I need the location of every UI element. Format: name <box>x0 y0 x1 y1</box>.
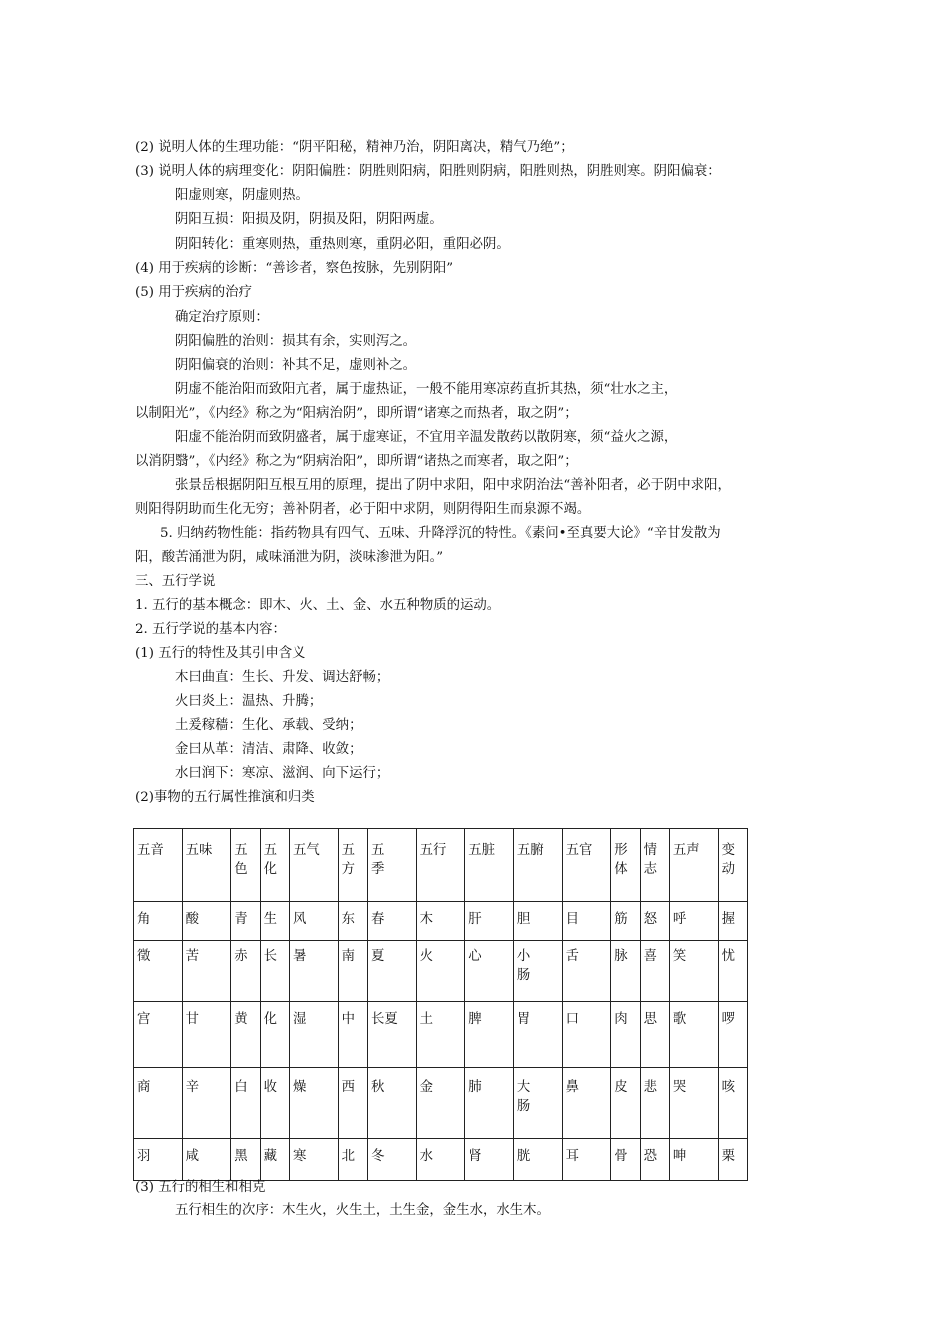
cell-text: 口 <box>565 1012 579 1027</box>
table-cell <box>134 1068 183 1139</box>
cell-text: 胃 <box>516 1012 531 1027</box>
cell-text: 季 <box>371 862 385 877</box>
table-cell <box>231 1139 260 1181</box>
text-line: 火曰炎上：温热、升腾； <box>175 694 323 709</box>
cell-text: 暑 <box>293 949 307 964</box>
cell-text: 长夏 <box>371 1012 398 1027</box>
cell-text: 心 <box>468 949 482 964</box>
cell-text: 土 <box>419 1012 434 1027</box>
cell-text: 金 <box>419 1080 434 1095</box>
cell-text: 怒 <box>643 912 657 927</box>
table-cell <box>231 1068 260 1139</box>
cell-text: 五声 <box>672 843 700 858</box>
cell-text: 骨 <box>614 1149 628 1164</box>
table-cell <box>260 941 289 1002</box>
table-cell <box>338 941 367 1002</box>
cell-text: 肉 <box>614 1012 628 1027</box>
cell-text: 化 <box>263 862 278 877</box>
cell-text: 风 <box>293 912 307 927</box>
cell-text: 大 <box>516 1080 531 1095</box>
cell-text: 志 <box>643 862 657 877</box>
cell-text: 南 <box>341 949 356 964</box>
table-cell <box>260 902 289 941</box>
table-row <box>134 1002 748 1068</box>
cell-text: 五气 <box>293 843 320 858</box>
table-header-cell <box>338 829 367 902</box>
cell-text: 五行 <box>419 843 447 858</box>
text-line: 阳虚则寒，阴虚则热。 <box>175 188 309 203</box>
cell-text: 握 <box>721 912 735 927</box>
cell-text: 五 <box>263 843 278 858</box>
table-cell <box>134 1139 183 1181</box>
table-cell <box>611 1139 640 1181</box>
cell-text: 笑 <box>672 949 687 964</box>
text-line: (3) 五行的相生和相克 <box>135 1180 266 1195</box>
text-line: (4) 用于疾病的诊断：“善诊者，察色按脉，先别阴阳” <box>135 261 454 276</box>
table-cell <box>513 1139 562 1181</box>
table-cell <box>290 941 339 1002</box>
table-row <box>134 941 748 1002</box>
cell-text: 思 <box>643 1012 657 1027</box>
cell-text: 白 <box>234 1080 248 1095</box>
text-line: 阳，酸苦涌泄为阴，咸味涌泄为阴，淡味渗泄为阳。” <box>135 550 444 565</box>
cell-text: 辛 <box>185 1080 200 1095</box>
text-line: 五行相生的次序：木生火，火生土，土生金，金生水，水生木。 <box>175 1203 550 1218</box>
cell-text: 情 <box>643 843 657 858</box>
cell-text: 脉 <box>614 949 628 964</box>
cell-text: 徵 <box>137 949 151 964</box>
table-cell <box>182 1068 231 1139</box>
table-header-cell <box>260 829 289 902</box>
table-cell <box>182 941 231 1002</box>
text-line: 金曰从革：清洁、肃降、收敛； <box>175 742 363 757</box>
text-line: 1. 五行的基本概念：即木、火、土、金、水五种物质的运动。 <box>135 598 501 613</box>
table-header-cell <box>368 829 417 902</box>
table-cell <box>338 1139 367 1181</box>
section-heading: 三、五行学说 <box>135 574 216 589</box>
text-line: (1) 五行的特性及其引申含义 <box>135 646 306 661</box>
table-cell <box>231 1002 260 1068</box>
cell-text: 歌 <box>672 1012 687 1027</box>
cell-text: 变 <box>721 843 735 858</box>
cell-text: 呻 <box>672 1149 687 1164</box>
table-cell <box>669 941 718 1002</box>
cell-text: 五官 <box>565 843 593 858</box>
table-cell <box>465 1002 514 1068</box>
table-cell <box>368 1068 417 1139</box>
table-cell <box>182 1139 231 1181</box>
cell-text: 啰 <box>721 1012 735 1027</box>
table-cell <box>134 1002 183 1068</box>
cell-text: 藏 <box>263 1149 278 1164</box>
table-header-cell <box>182 829 231 902</box>
table-cell <box>368 1139 417 1181</box>
table-cell <box>416 941 465 1002</box>
table-header-cell <box>231 829 260 902</box>
table-cell <box>416 1139 465 1181</box>
table-cell <box>290 1002 339 1068</box>
cell-text: 脾 <box>468 1012 482 1027</box>
cell-text: 胆 <box>516 912 531 927</box>
table-cell <box>640 1139 669 1181</box>
table-row <box>134 902 748 941</box>
text-line: 则阳得阴助而生化无穷；善补阴者，必于阳中求阴，则阴得阳生而泉源不竭。 <box>135 502 591 517</box>
cell-text: 羽 <box>137 1149 151 1164</box>
cell-text: 春 <box>371 912 385 927</box>
cell-text: 青 <box>234 912 248 927</box>
cell-text: 化 <box>263 1012 278 1027</box>
table-cell <box>465 1068 514 1139</box>
table-cell <box>513 1068 562 1139</box>
cell-text: 火 <box>419 949 434 964</box>
cell-text: 五味 <box>185 843 213 858</box>
cell-text: 五 <box>371 843 385 858</box>
table-row <box>134 1068 748 1139</box>
cell-text: 黑 <box>234 1149 248 1164</box>
cell-text: 角 <box>137 912 151 927</box>
cell-text: 悲 <box>643 1080 657 1095</box>
table-cell <box>368 1002 417 1068</box>
table-cell <box>640 902 669 941</box>
cell-text: 宫 <box>137 1012 151 1027</box>
cell-text: 忧 <box>721 949 735 964</box>
text-line: 阴阳转化：重寒则热，重热则寒，重阴必阳，重阳必阴。 <box>175 237 510 252</box>
cell-text: 耳 <box>565 1149 579 1164</box>
table-cell <box>513 1002 562 1068</box>
text-line: 阴虚不能治阳而致阳亢者，属于虚热证，一般不能用寒凉药直折其热，须“壮水之主， <box>175 382 678 397</box>
table-cell <box>669 1139 718 1181</box>
table-cell <box>669 902 718 941</box>
text-line: (3) 说明人体的病理变化：阴阳偏胜：阴胜则阳病，阳胜则阴病，阳胜则热，阴胜则寒。阴阳偏衰： <box>135 164 721 179</box>
cell-text: 体 <box>614 862 628 877</box>
text-line: 阴阳互损：阳损及阴，阴损及阳，阴阳两虚。 <box>175 212 443 227</box>
table-cell <box>338 1002 367 1068</box>
cell-text: 咳 <box>721 1080 735 1095</box>
cell-text: 五 <box>341 843 356 858</box>
cell-text: 喜 <box>643 949 657 964</box>
table-cell <box>562 1139 611 1181</box>
table-cell <box>640 1002 669 1068</box>
table-cell <box>290 902 339 941</box>
table-header-cell <box>465 829 514 902</box>
cell-text: 咸 <box>185 1149 200 1164</box>
table-cell <box>513 902 562 941</box>
text-line: 5. 归纳药物性能：指药物具有四气、五味、升降浮沉的特性。《素问•至真要大论》“辛甘发散为 <box>160 526 721 541</box>
five-elements-table <box>133 828 748 1181</box>
table-cell <box>562 1068 611 1139</box>
text-line: 张景岳根据阴阳互根互用的原理，提出了阴中求阳，阳中求阴治法“善补阳者，必于阴中求阳， <box>175 478 731 493</box>
table-header-cell <box>134 829 183 902</box>
cell-text: 甘 <box>185 1012 200 1027</box>
table-cell <box>718 902 747 941</box>
text-line: 确定治疗原则： <box>175 310 269 325</box>
cell-text: 肠 <box>516 968 531 983</box>
cell-text: 胱 <box>516 1149 531 1164</box>
cell-text: 五腑 <box>516 843 544 858</box>
cell-text: 恐 <box>643 1149 657 1164</box>
cell-text: 肝 <box>468 912 482 927</box>
cell-text: 生 <box>263 912 278 927</box>
table-cell <box>338 1068 367 1139</box>
cell-text: 舌 <box>565 949 579 964</box>
table-cell <box>231 941 260 1002</box>
cell-text: 燥 <box>293 1080 307 1095</box>
table-cell <box>669 1068 718 1139</box>
cell-text: 形 <box>614 843 628 858</box>
cell-text: 长 <box>263 949 278 964</box>
text-line: 阴阳偏胜的治则：损其有余，实则泻之。 <box>175 334 417 349</box>
table-cell <box>465 1139 514 1181</box>
table-cell <box>338 902 367 941</box>
cell-text: 收 <box>263 1080 278 1095</box>
table-cell <box>260 1002 289 1068</box>
cell-text: 动 <box>721 862 735 877</box>
table-cell <box>718 1002 747 1068</box>
cell-text: 五音 <box>137 843 164 858</box>
cell-text: 方 <box>341 862 356 877</box>
cell-text: 商 <box>137 1080 151 1095</box>
text-line: 土爰稼穑：生化、承载、受纳； <box>175 718 363 733</box>
text-line: 以消阴翳”，《内经》称之为“阴病治阳”，即所谓“诸热之而寒者，取之阳”； <box>135 454 578 469</box>
text-line: 2. 五行学说的基本内容： <box>135 622 286 637</box>
text-line: (5) 用于疾病的治疗 <box>135 285 252 300</box>
table-header-cell <box>640 829 669 902</box>
text-line: (2) 说明人体的生理功能：“阴平阳秘，精神乃治，阴阳离决，精气乃绝”； <box>135 140 574 155</box>
cell-text: 冬 <box>371 1149 385 1164</box>
text-line: 阳虚不能治阴而致阴盛者，属于虚寒证，不宜用辛温发散药以散阴寒，须“益火之源， <box>175 430 678 445</box>
table-cell <box>640 1068 669 1139</box>
table-cell <box>416 1002 465 1068</box>
table-cell <box>260 1068 289 1139</box>
table-header-row <box>134 829 748 902</box>
cell-text: 夏 <box>371 949 385 964</box>
table-row <box>134 1139 748 1181</box>
text-line: 水曰润下：寒凉、滋润、向下运行； <box>175 766 390 781</box>
table-cell <box>669 1002 718 1068</box>
cell-text: 栗 <box>721 1149 735 1164</box>
table-cell <box>562 902 611 941</box>
table-cell <box>182 1002 231 1068</box>
cell-text: 呼 <box>672 912 687 927</box>
cell-text: 肠 <box>516 1099 531 1114</box>
cell-text: 秋 <box>371 1080 385 1095</box>
text-line: (2)事物的五行属性推演和归类 <box>135 790 315 805</box>
table-header-cell <box>718 829 747 902</box>
table-cell <box>465 902 514 941</box>
cell-text: 东 <box>341 912 356 927</box>
table-cell <box>134 941 183 1002</box>
cell-text: 酸 <box>185 912 200 927</box>
table-cell <box>611 902 640 941</box>
table-cell <box>134 902 183 941</box>
cell-text: 筋 <box>614 912 628 927</box>
table-cell <box>718 1068 747 1139</box>
table-cell <box>260 1139 289 1181</box>
table-header-cell <box>562 829 611 902</box>
cell-text: 鼻 <box>565 1080 579 1095</box>
table-header-cell <box>513 829 562 902</box>
table-cell <box>182 902 231 941</box>
table-cell <box>416 1068 465 1139</box>
cell-text: 小 <box>516 949 531 964</box>
cell-text: 色 <box>234 862 248 877</box>
text-line: 木曰曲直：生长、升发、调达舒畅； <box>175 670 390 685</box>
table-cell <box>368 941 417 1002</box>
table-cell <box>611 1068 640 1139</box>
cell-text: 皮 <box>614 1080 628 1095</box>
table-cell <box>562 941 611 1002</box>
table-cell <box>718 941 747 1002</box>
cell-text: 水 <box>419 1149 434 1164</box>
cell-text: 目 <box>565 912 579 927</box>
cell-text: 中 <box>341 1012 356 1027</box>
table-cell <box>368 902 417 941</box>
table-cell <box>640 941 669 1002</box>
table-cell <box>718 1139 747 1181</box>
cell-text: 黄 <box>234 1012 248 1027</box>
cell-text: 木 <box>419 912 434 927</box>
table-header-cell <box>290 829 339 902</box>
table-cell <box>611 1002 640 1068</box>
cell-text: 赤 <box>234 949 248 964</box>
cell-text: 哭 <box>672 1080 687 1095</box>
text-line: 以制阳光”，《内经》称之为“阳病治阴”，即所谓“诸寒之而热者，取之阴”； <box>135 406 578 421</box>
text-line: 阴阳偏衰的治则：补其不足，虚则补之。 <box>175 358 417 373</box>
cell-text: 寒 <box>293 1149 307 1164</box>
cell-text: 西 <box>341 1080 356 1095</box>
table-cell <box>611 941 640 1002</box>
cell-text: 五脏 <box>468 843 496 858</box>
cell-text: 苦 <box>185 949 200 964</box>
table-cell <box>465 941 514 1002</box>
table-cell <box>231 902 260 941</box>
table-cell <box>290 1068 339 1139</box>
cell-text: 北 <box>341 1149 356 1164</box>
table-cell <box>290 1139 339 1181</box>
table-cell <box>416 902 465 941</box>
table-header-cell <box>611 829 640 902</box>
table-header-cell <box>669 829 718 902</box>
cell-text: 肾 <box>468 1149 482 1164</box>
table-cell <box>513 941 562 1002</box>
cell-text: 五 <box>234 843 248 858</box>
cell-text: 湿 <box>293 1012 307 1027</box>
cell-text: 肺 <box>468 1080 482 1095</box>
table-cell <box>562 1002 611 1068</box>
table-header-cell <box>416 829 465 902</box>
